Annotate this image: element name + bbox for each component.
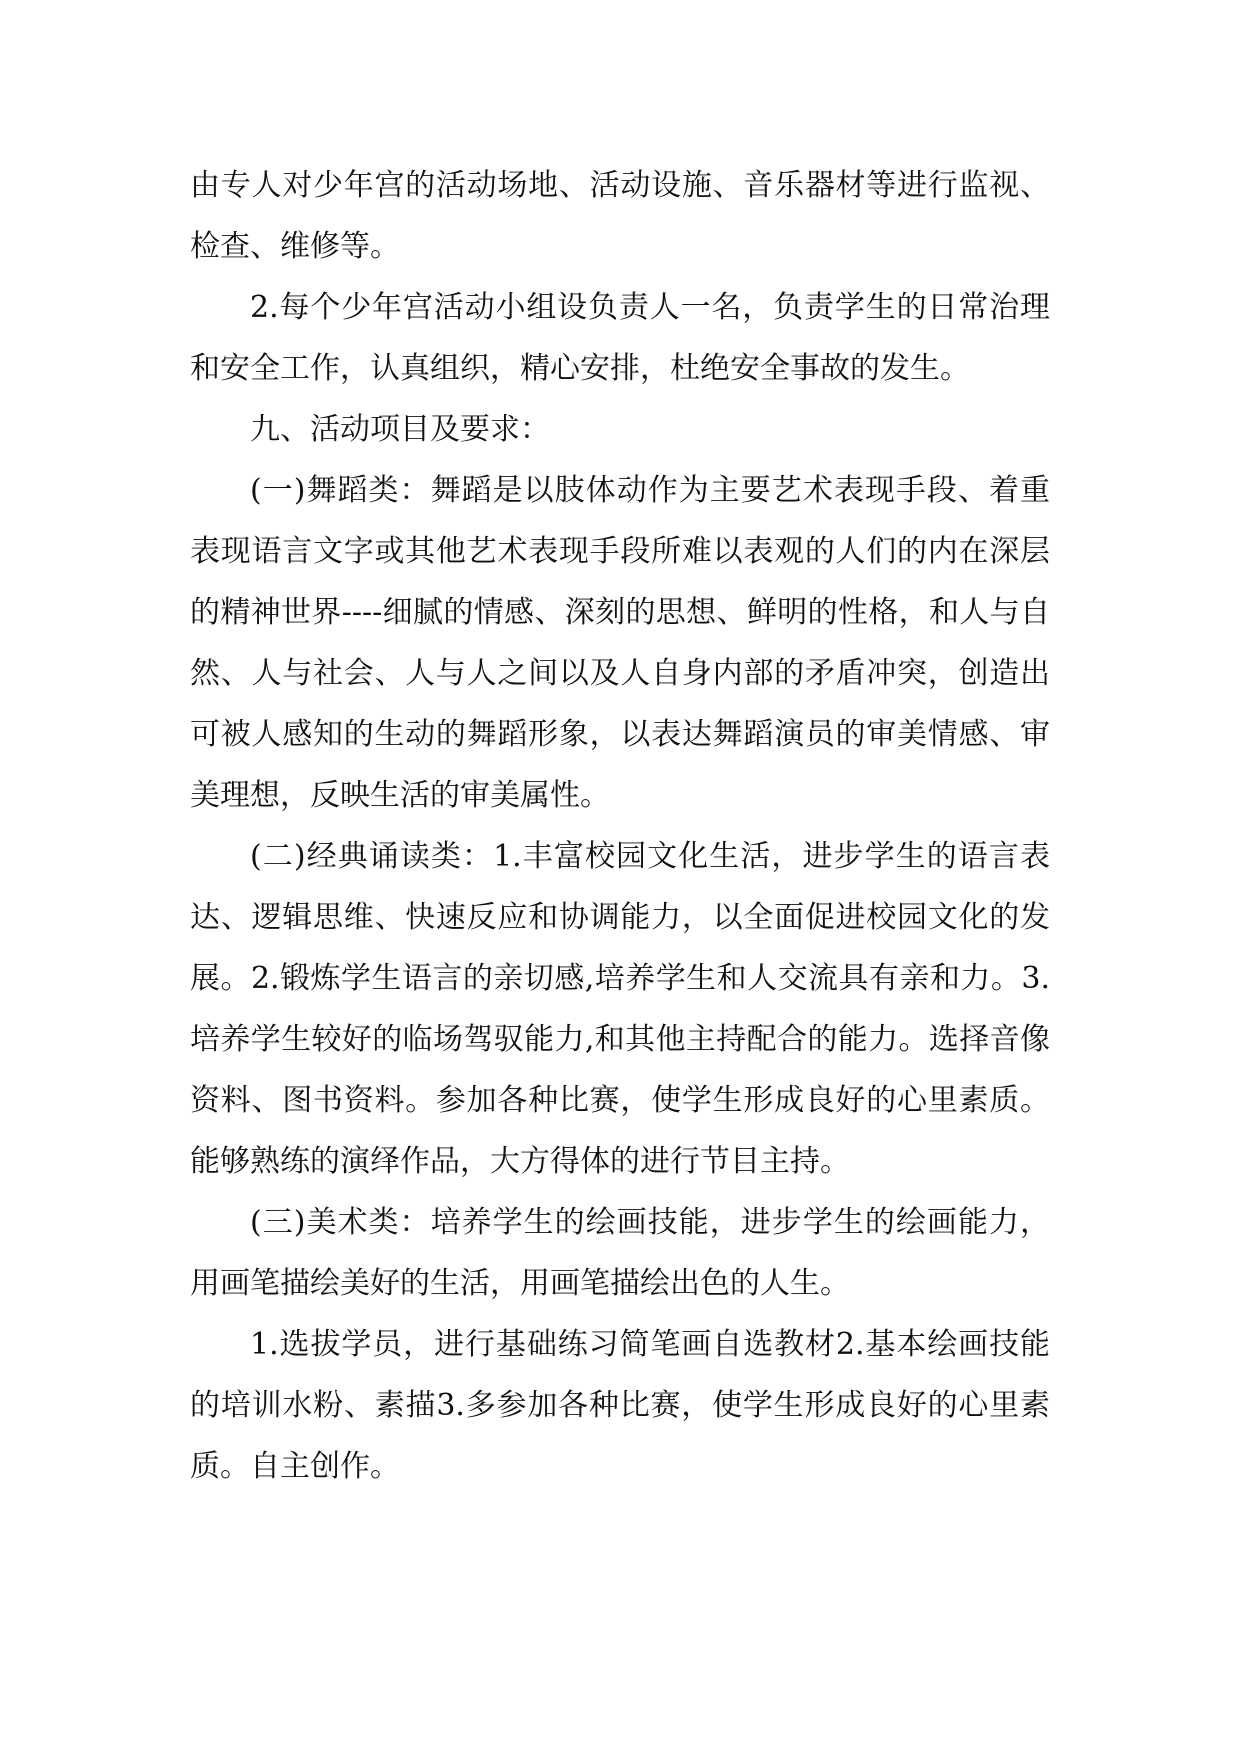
paragraph-art-steps: 1.选拔学员，进行基础练习简笔画自选教材2.基本绘画技能的培训水粉、素描3.多参加各种比赛，使学生形成良好的心里素质。自主创作。 — [190, 1327, 1050, 1484]
document-body — [190, 155, 1050, 1497]
paragraph-maintenance: 由专人对少年宫的活动场地、活动设施、音乐器材等进行监视、检查、维修等。 — [190, 168, 1050, 264]
paragraph-classic-reading: (二)经典诵读类：1.丰富校园文化生活，进步学生的语言表达、逻辑思维、快速反应和协调能力，以全面促进校园文化的发展。2.锻炼学生语言的亲切感,培养学生和人交流具有亲和力。3.培养学生较好的临场驾驭能力,和其他主持配合的能力。选择音像资料、图书资料。参加各种比赛，使学生形成良好的心里素质。能够熟练的演绎作品，大方得体的进行节目主持。 — [190, 839, 1050, 1179]
section-heading-activities: 九、活动项目及要求： — [250, 412, 550, 447]
paragraph-group-leader: 2.每个少年宫活动小组设负责人一名，负责学生的日常治理和安全工作，认真组织，精心安排，杜绝安全事故的发生。 — [190, 290, 1050, 386]
paragraph-dance: (一)舞蹈类：舞蹈是以肢体动作为主要艺术表现手段、着重表现语言文字或其他艺术表现手段所难以表观的人们的内在深层的精神世界----细腻的情感、深刻的思想、鲜明的性格，和人与自然、人与社会、人与人之间以及人自身内部的矛盾冲突，创造出可被人感知的生动的舞蹈形象，以表达舞蹈演员的审美情感、审美理想，反映生活的审美属性。 — [190, 473, 1050, 813]
paragraph-art: (三)美术类：培养学生的绘画技能，进步学生的绘画能力，用画笔描绘美好的生活，用画笔描绘出色的人生。 — [190, 1205, 1050, 1301]
